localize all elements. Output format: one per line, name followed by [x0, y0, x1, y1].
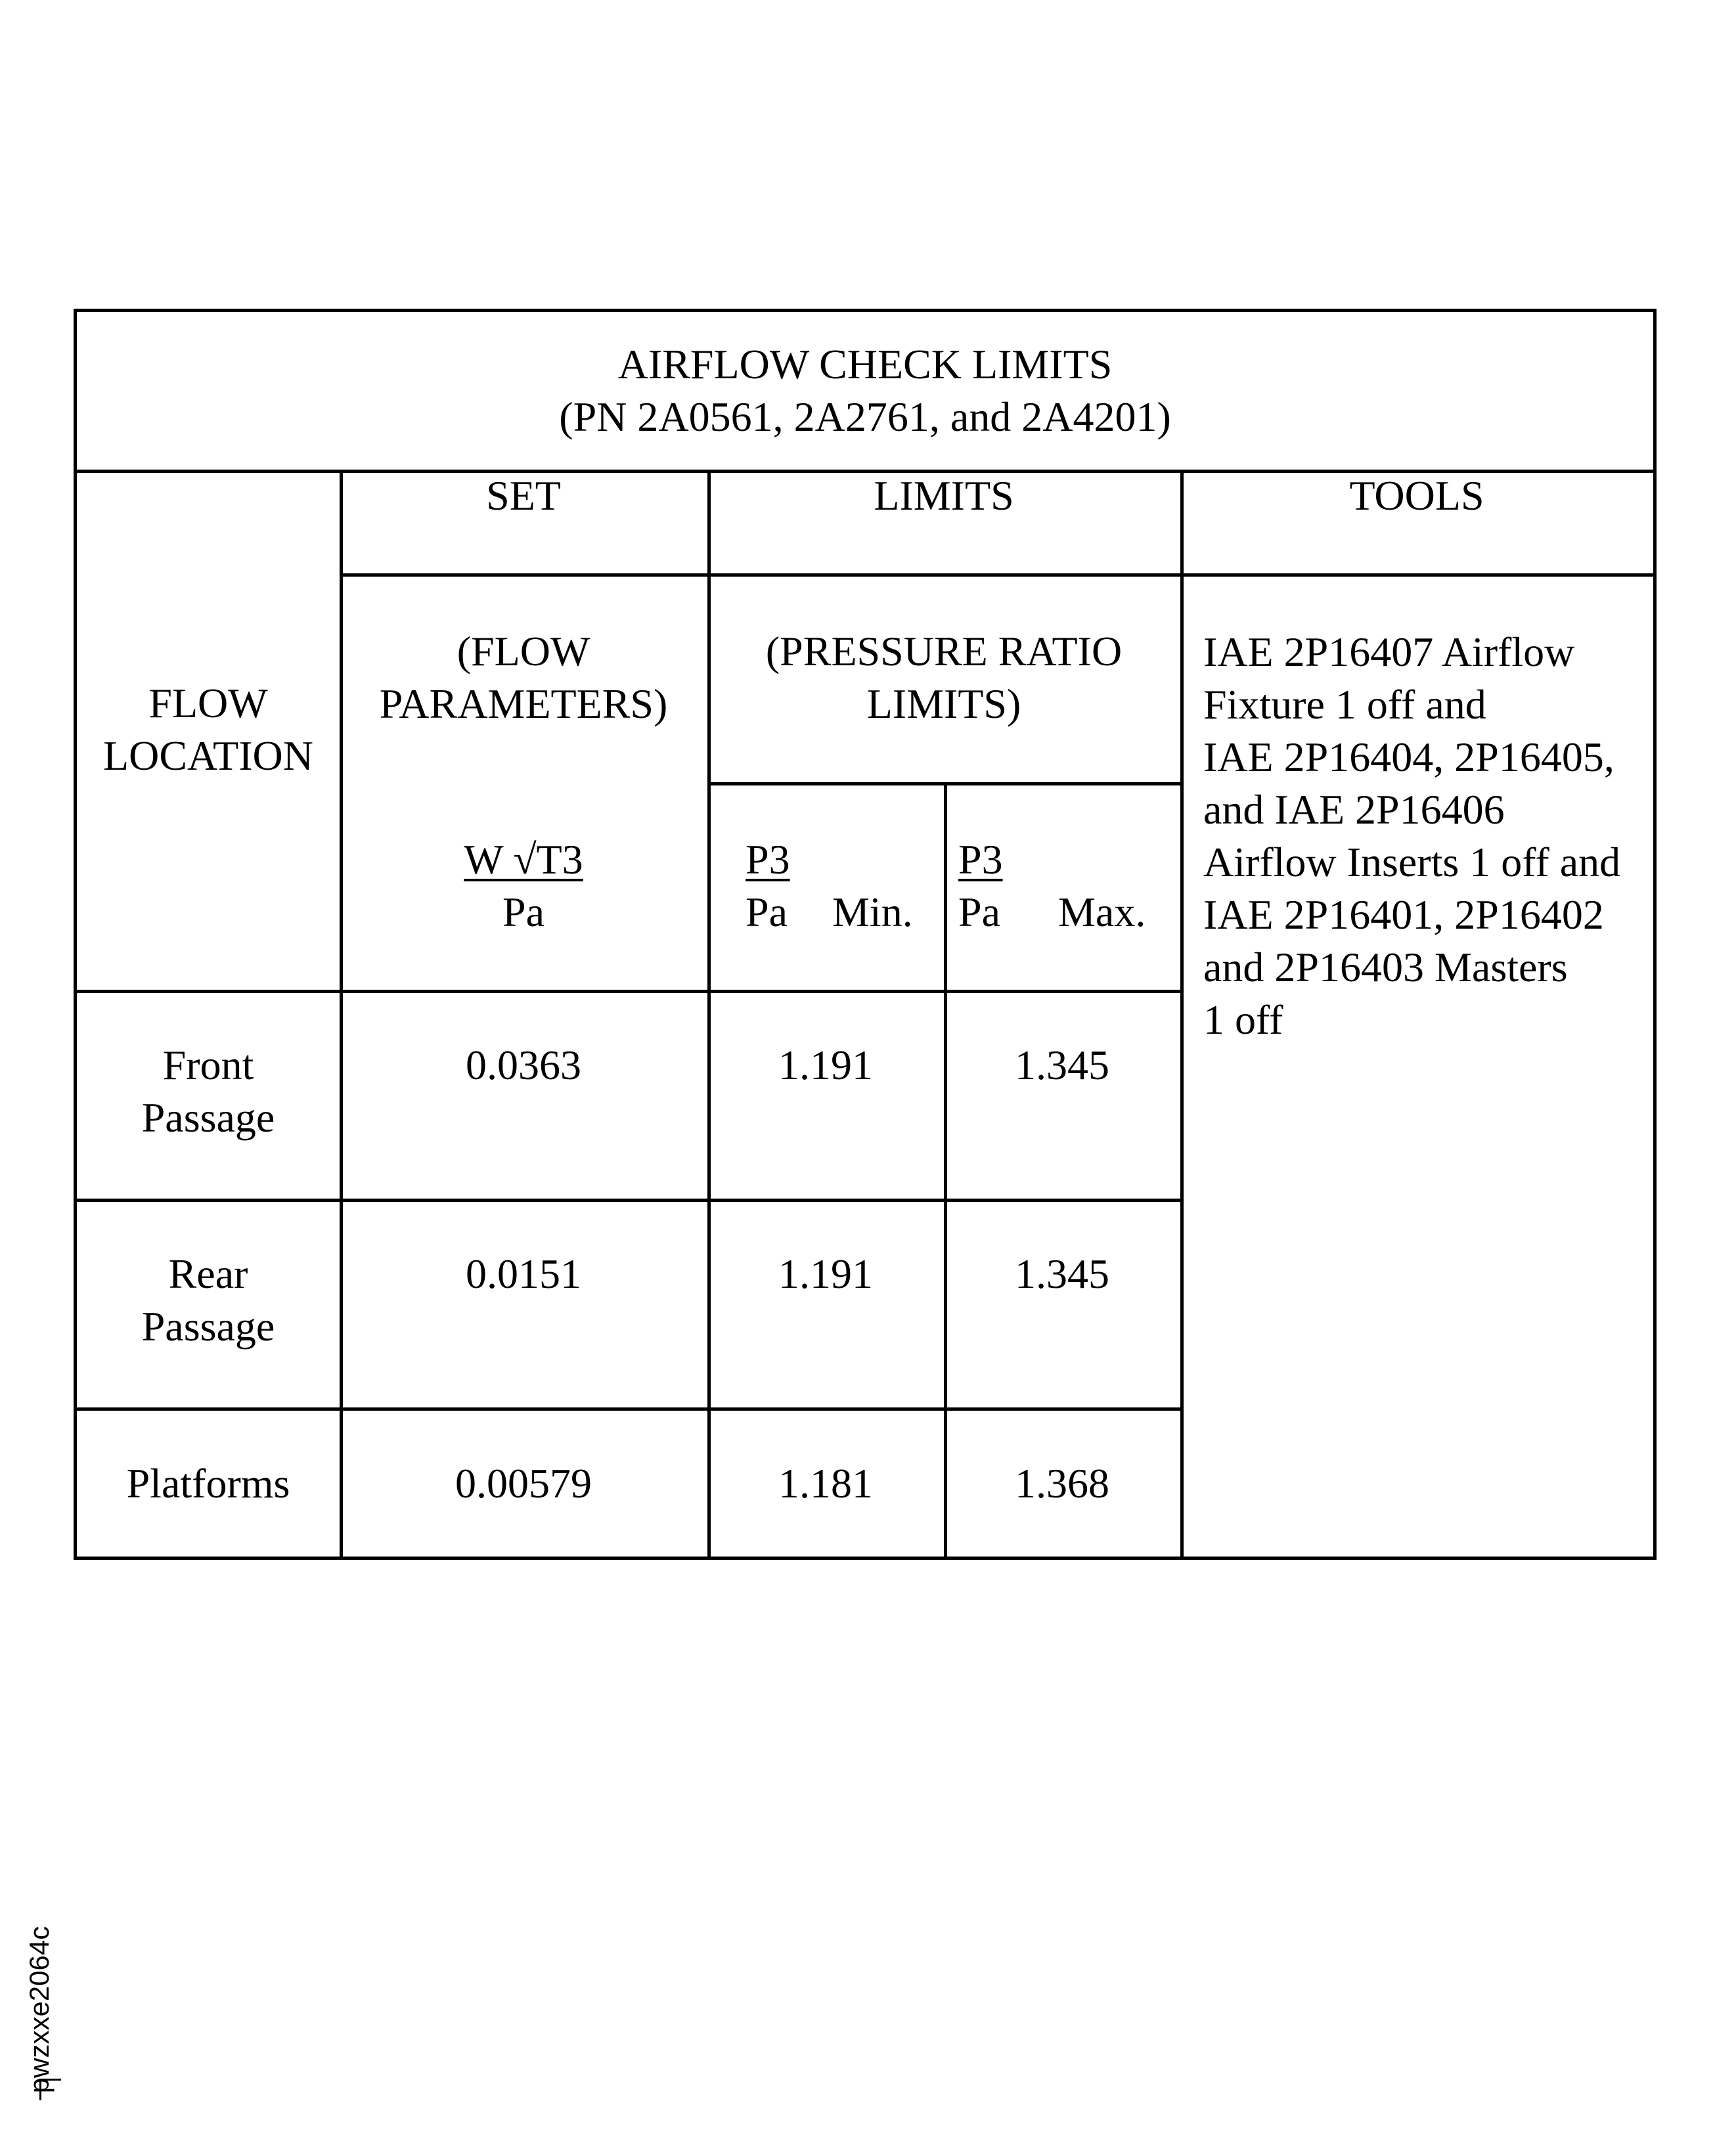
- table-row-location: [77, 1202, 340, 1407]
- tools-line: Airflow Inserts 1 off and: [1203, 839, 1621, 885]
- header-min: [707, 782, 944, 990]
- max-value: 1.368: [1015, 1460, 1109, 1507]
- header-flow-location: [77, 470, 340, 990]
- location-line: Front: [162, 1042, 254, 1088]
- table-row-flow-value: [340, 1202, 707, 1407]
- table-row-min-value: [707, 1202, 944, 1407]
- tools-text: [1203, 626, 1650, 1046]
- tools-line: 1 off: [1203, 996, 1283, 1043]
- table-row-flow-value: [340, 1411, 707, 1557]
- max-denominator: Pa: [958, 889, 1000, 935]
- title-line: AIRFLOW CHECK LIMITS: [617, 341, 1113, 387]
- header-line: PARAMETERS): [379, 680, 668, 727]
- formula-denominator: Pa: [502, 889, 545, 935]
- table-row-flow-value: [340, 993, 707, 1199]
- header-tools: [1180, 470, 1653, 573]
- table-title: [77, 312, 1653, 470]
- flow-value: 0.0363: [466, 1042, 581, 1088]
- location-line: Passage: [141, 1094, 275, 1141]
- header-line: LIMITS): [866, 680, 1021, 727]
- tools-line: and 2P16403 Masters: [1203, 944, 1568, 990]
- header-max: [944, 782, 1180, 990]
- max-numerator: P3: [958, 836, 1003, 883]
- header-limits-label: LIMITS: [874, 472, 1014, 519]
- max-label: Max.: [1058, 889, 1146, 935]
- location-line: Rear: [168, 1250, 248, 1297]
- table-row-max-value: [944, 1202, 1180, 1407]
- tools-line: Fixture 1 off and: [1203, 681, 1486, 728]
- header-line: (FLOW: [456, 628, 590, 674]
- tools-line: IAE 2P16401, 2P16402: [1203, 891, 1604, 938]
- table-row-location: [77, 1411, 340, 1557]
- title-line: (PN 2A0561, 2A2761, and 2A4201): [559, 393, 1171, 440]
- page-code-label: pwzxxe2064c: [24, 1926, 55, 2094]
- min-value: 1.181: [778, 1460, 873, 1507]
- location-line: Platforms: [126, 1460, 290, 1507]
- min-value: 1.191: [778, 1250, 873, 1297]
- rule: [1180, 470, 1184, 1560]
- flow-value: 0.0151: [466, 1250, 581, 1297]
- tools-line: IAE 2P16407 Airflow: [1203, 629, 1575, 675]
- header-limits: [707, 470, 1180, 573]
- min-label: Min.: [832, 889, 913, 935]
- max-value: 1.345: [1015, 1042, 1109, 1088]
- tools-line: IAE 2P16404, 2P16405,: [1203, 734, 1614, 780]
- airflow-check-limits-table: [74, 309, 1657, 1560]
- table-row-max-value: [944, 993, 1180, 1199]
- header-formula: [340, 782, 707, 990]
- table-row-min-value: [707, 993, 944, 1199]
- table-row-max-value: [944, 1411, 1180, 1557]
- header-tools-label: TOOLS: [1349, 472, 1484, 519]
- location-line: Passage: [141, 1303, 275, 1350]
- tools-line: and IAE 2P16406: [1203, 786, 1505, 833]
- header-flow-parameters: [340, 573, 707, 782]
- min-value: 1.191: [778, 1042, 873, 1088]
- formula-numerator: W √T3: [464, 836, 583, 883]
- table-row-min-value: [707, 1411, 944, 1557]
- header-line: LOCATION: [103, 732, 313, 779]
- table-row-location: [77, 993, 340, 1199]
- max-value: 1.345: [1015, 1250, 1109, 1297]
- min-denominator: Pa: [746, 889, 788, 935]
- flow-value: 0.00579: [455, 1460, 592, 1507]
- header-set-label: SET: [486, 472, 561, 519]
- header-pressure-ratio-limits: [707, 573, 1180, 782]
- page-code: [20, 1905, 59, 2115]
- header-line: FLOW: [148, 680, 268, 726]
- min-numerator: P3: [746, 836, 790, 883]
- header-line: (PRESSURE RATIO: [765, 628, 1123, 674]
- header-set: [340, 470, 707, 573]
